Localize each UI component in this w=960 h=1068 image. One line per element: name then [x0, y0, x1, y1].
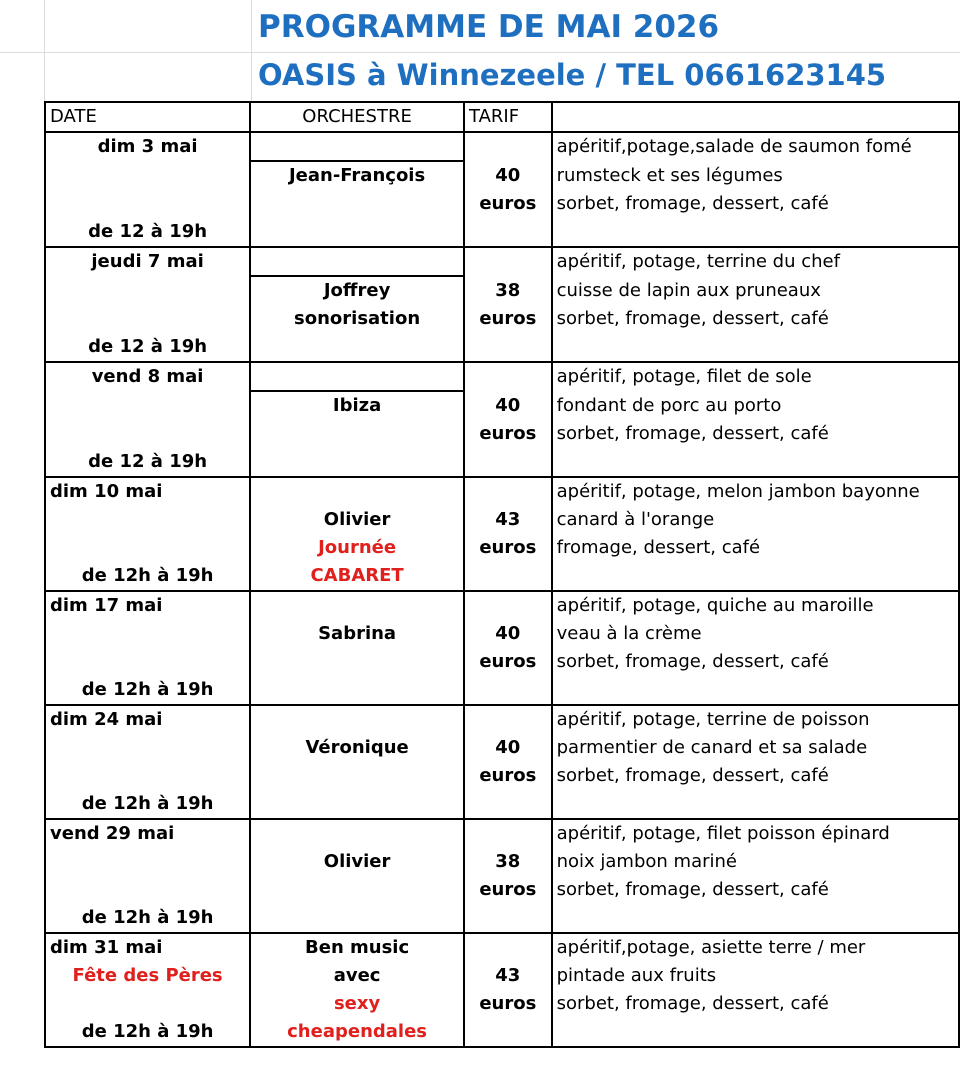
orchestre-line: Véronique	[250, 734, 464, 762]
menu-line: sorbet, fromage, dessert, café	[552, 420, 959, 448]
orchestre-line: Olivier	[250, 848, 464, 876]
menu-line: apéritif,potage, asiette terre / mer	[552, 933, 959, 962]
event-row	[45, 876, 959, 904]
empty-cell	[464, 819, 552, 848]
event-currency: euros	[464, 420, 552, 448]
empty-cell	[250, 477, 464, 506]
empty-cell	[45, 506, 250, 534]
empty-cell	[250, 762, 464, 790]
orchestre-line: avec	[250, 962, 464, 990]
event-row	[45, 391, 959, 420]
page-title: PROGRAMME DE MAI 2026	[258, 9, 720, 45]
orchestre-line: Olivier	[250, 506, 464, 534]
orchestre-line: sonorisation	[250, 305, 464, 333]
empty-cell	[250, 904, 464, 933]
event-row	[45, 648, 959, 676]
empty-cell	[464, 477, 552, 506]
empty-cell	[250, 819, 464, 848]
event-row	[45, 190, 959, 218]
menu-line: apéritif, potage, filet de sole	[552, 362, 959, 391]
header-tarif: TARIF	[464, 102, 552, 132]
event-row	[45, 534, 959, 562]
event-row	[45, 705, 959, 734]
empty-cell	[250, 420, 464, 448]
menu-line: fondant de porc au porto	[552, 391, 959, 420]
event-date: jeudi 7 mai	[45, 247, 250, 276]
empty-cell	[45, 161, 250, 190]
empty-cell	[464, 676, 552, 705]
empty-cell	[45, 876, 250, 904]
empty-cell	[250, 705, 464, 734]
menu-line: apéritif, potage, quiche au maroille	[552, 591, 959, 620]
empty-cell	[552, 1018, 959, 1047]
menu-line: veau à la crème	[552, 620, 959, 648]
event-row	[45, 506, 959, 534]
empty-cell	[250, 676, 464, 705]
empty-cell	[250, 876, 464, 904]
event-date: vend 29 mai	[45, 819, 250, 848]
orchestre-line: Ibiza	[250, 391, 464, 420]
menu-line: pintade aux fruits	[552, 962, 959, 990]
menu-line: apéritif, potage, terrine de poisson	[552, 705, 959, 734]
event-hours: de 12 à 19h	[45, 333, 250, 362]
event-currency: euros	[464, 534, 552, 562]
event-price: 40	[464, 620, 552, 648]
event-currency: euros	[464, 648, 552, 676]
empty-cell	[45, 190, 250, 218]
empty-cell	[464, 790, 552, 819]
orchestre-line: Ben music	[250, 933, 464, 962]
empty-cell	[464, 218, 552, 247]
empty-cell	[552, 676, 959, 705]
event-currency: euros	[464, 762, 552, 790]
event-row	[45, 848, 959, 876]
empty-cell	[464, 904, 552, 933]
event-hours: de 12h à 19h	[45, 562, 250, 591]
orchestre-line: sexy	[250, 990, 464, 1018]
empty-cell	[464, 247, 552, 276]
empty-cell	[552, 448, 959, 477]
empty-cell	[552, 562, 959, 591]
empty-cell	[250, 132, 464, 161]
empty-cell	[464, 933, 552, 962]
empty-cell	[250, 333, 464, 362]
empty-cell	[464, 448, 552, 477]
programme-table	[44, 101, 960, 1048]
empty-cell	[464, 362, 552, 391]
event-row	[45, 305, 959, 333]
empty-cell	[464, 562, 552, 591]
event-date: dim 3 mai	[45, 132, 250, 161]
event-row	[45, 218, 959, 247]
empty-cell	[45, 762, 250, 790]
empty-cell	[250, 190, 464, 218]
event-row	[45, 790, 959, 819]
orchestre-line: cheapendales	[250, 1018, 464, 1047]
menu-line: sorbet, fromage, dessert, café	[552, 648, 959, 676]
event-row	[45, 990, 959, 1018]
event-hours: de 12h à 19h	[45, 790, 250, 819]
menu-line: parmentier de canard et sa salade	[552, 734, 959, 762]
event-hours: de 12h à 19h	[45, 676, 250, 705]
event-row	[45, 276, 959, 305]
empty-cell	[250, 247, 464, 276]
orchestre-line: Joffrey	[250, 276, 464, 305]
empty-cell	[464, 591, 552, 620]
empty-cell	[552, 790, 959, 819]
event-date: vend 8 mai	[45, 362, 250, 391]
event-price: 43	[464, 506, 552, 534]
empty-cell	[250, 591, 464, 620]
empty-cell	[45, 420, 250, 448]
event-date: dim 10 mai	[45, 477, 250, 506]
event-currency: euros	[464, 990, 552, 1018]
event-date: dim 24 mai	[45, 705, 250, 734]
empty-cell	[250, 362, 464, 391]
event-row	[45, 591, 959, 620]
orchestre-line: CABARET	[250, 562, 464, 591]
event-hours: de 12h à 19h	[45, 904, 250, 933]
event-row	[45, 620, 959, 648]
menu-line: sorbet, fromage, dessert, café	[552, 305, 959, 333]
header-menu	[552, 102, 959, 132]
event-hours: de 12h à 19h	[45, 1018, 250, 1047]
empty-cell	[464, 333, 552, 362]
empty-cell	[45, 276, 250, 305]
orchestre-line: Jean-François	[250, 161, 464, 190]
menu-line: apéritif,potage,salade de saumon fomé	[552, 132, 959, 161]
event-price: 40	[464, 734, 552, 762]
event-row	[45, 676, 959, 705]
empty-cell	[464, 132, 552, 161]
empty-cell	[250, 790, 464, 819]
event-price: 40	[464, 391, 552, 420]
empty-cell	[464, 1018, 552, 1047]
empty-cell	[250, 648, 464, 676]
event-row	[45, 734, 959, 762]
empty-cell	[552, 218, 959, 247]
event-price: 38	[464, 848, 552, 876]
header-date: DATE	[45, 102, 250, 132]
event-row	[45, 247, 959, 276]
empty-cell	[45, 648, 250, 676]
menu-line: sorbet, fromage, dessert, café	[552, 990, 959, 1018]
event-row	[45, 333, 959, 362]
empty-cell	[45, 305, 250, 333]
empty-cell	[552, 904, 959, 933]
menu-line: noix jambon mariné	[552, 848, 959, 876]
event-row	[45, 762, 959, 790]
event-row	[45, 933, 959, 962]
menu-line: fromage, dessert, café	[552, 534, 959, 562]
empty-cell	[464, 705, 552, 734]
empty-cell	[250, 448, 464, 477]
event-hours: de 12 à 19h	[45, 448, 250, 477]
event-row	[45, 420, 959, 448]
header-row	[45, 102, 959, 132]
event-date: dim 31 mai	[45, 933, 250, 962]
page-subtitle: OASIS à Winnezeele / TEL 0661623145	[258, 58, 887, 92]
menu-line: sorbet, fromage, dessert, café	[552, 190, 959, 218]
event-row	[45, 161, 959, 190]
empty-cell	[45, 990, 250, 1018]
menu-line: apéritif, potage, terrine du chef	[552, 247, 959, 276]
event-currency: euros	[464, 190, 552, 218]
event-price: 38	[464, 276, 552, 305]
event-note: Fête des Pères	[45, 962, 250, 990]
event-row	[45, 362, 959, 391]
menu-line: apéritif, potage, filet poisson épinard	[552, 819, 959, 848]
event-row	[45, 819, 959, 848]
event-date: dim 17 mai	[45, 591, 250, 620]
event-row	[45, 904, 959, 933]
empty-cell	[552, 333, 959, 362]
menu-line: apéritif, potage, melon jambon bayonne	[552, 477, 959, 506]
event-price: 43	[464, 962, 552, 990]
event-hours: de 12 à 19h	[45, 218, 250, 247]
orchestre-line: Sabrina	[250, 620, 464, 648]
event-row	[45, 962, 959, 990]
menu-line: sorbet, fromage, dessert, café	[552, 876, 959, 904]
empty-cell	[45, 848, 250, 876]
event-row	[45, 448, 959, 477]
header-orchestre: ORCHESTRE	[250, 102, 464, 132]
event-row	[45, 562, 959, 591]
empty-cell	[250, 218, 464, 247]
orchestre-line: Journée	[250, 534, 464, 562]
menu-line: canard à l'orange	[552, 506, 959, 534]
empty-cell	[45, 734, 250, 762]
event-price: 40	[464, 161, 552, 190]
empty-cell	[45, 620, 250, 648]
menu-line: cuisse de lapin aux pruneaux	[552, 276, 959, 305]
event-row	[45, 1018, 959, 1047]
empty-cell	[45, 534, 250, 562]
event-currency: euros	[464, 305, 552, 333]
menu-line: rumsteck et ses légumes	[552, 161, 959, 190]
menu-line: sorbet, fromage, dessert, café	[552, 762, 959, 790]
event-currency: euros	[464, 876, 552, 904]
event-row	[45, 477, 959, 506]
empty-cell	[45, 391, 250, 420]
event-row	[45, 132, 959, 161]
